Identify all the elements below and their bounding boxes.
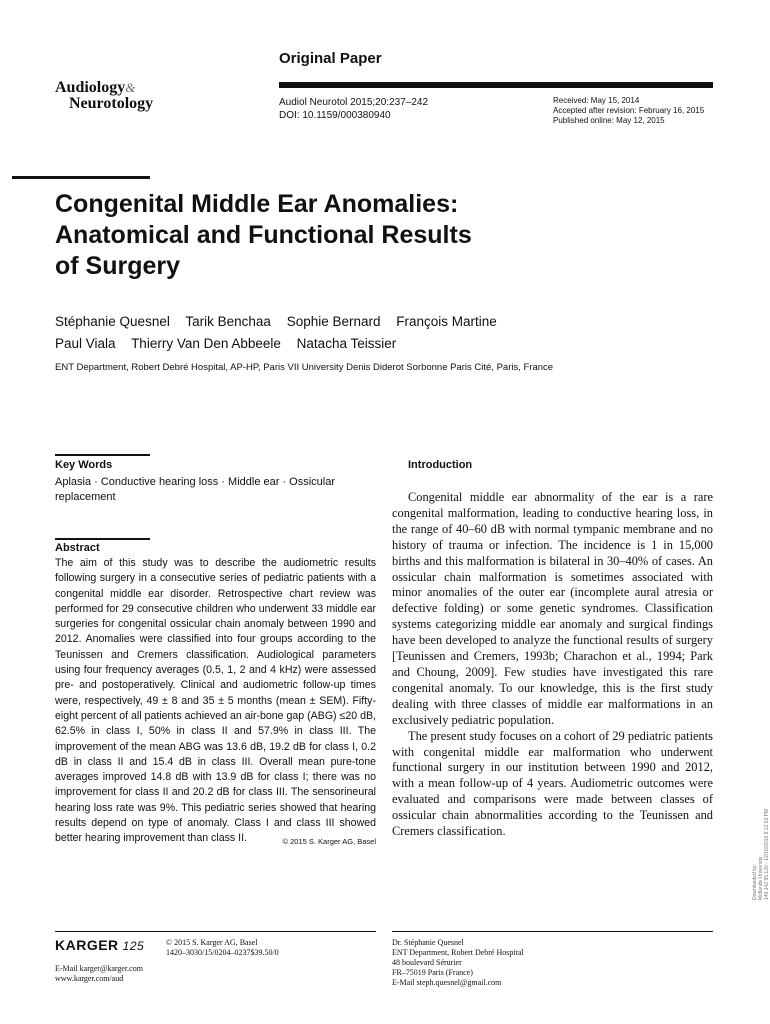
title-line2: Anatomical and Functional Results bbox=[55, 221, 472, 249]
journal-name-line1: Audiology bbox=[55, 79, 126, 96]
author-name: François Martine bbox=[396, 314, 497, 329]
footer-rule-left bbox=[55, 931, 376, 932]
publisher-name: KARGER bbox=[55, 937, 119, 953]
intro-paragraph-2: The present study focuses on a cohort of 29 pediatric patients with congenital middle ear malformation who underwent functional surgery in our institution between 1990 and 2012, with a mean follow-up of 4 years. Audiometric outcomes were evaluated and comparisons were made between classes of ossicular chain abnormalities according to the Teunissen and Cremers classification. bbox=[392, 728, 713, 839]
header-rule bbox=[279, 82, 713, 88]
author-name: Natacha Teissier bbox=[296, 336, 397, 351]
keywords-text: Aplasia · Conductive hearing loss · Middle ear · Ossicular replacement bbox=[55, 476, 336, 503]
footer-contact bbox=[55, 964, 143, 984]
published-date: Published online: May 12, 2015 bbox=[553, 116, 665, 125]
download-line3: 149.142.95.120 - 12/10/2016 8:12:53 PM bbox=[764, 808, 770, 900]
correspondence-block bbox=[392, 938, 524, 988]
download-line1: Downloaded by: bbox=[752, 864, 758, 900]
anniversary-mark: 125 bbox=[122, 939, 145, 953]
footer-copyright: © 2015 S. Karger AG, Basel bbox=[166, 938, 258, 947]
title-rule bbox=[12, 176, 150, 179]
article-title bbox=[55, 189, 615, 282]
journal-logo bbox=[55, 80, 153, 112]
abstract-text: The aim of this study was to describe the audiometric results following surgery in a consecutive series of pediatric patients with a congenital middle ear disorder. Retrospective chart review was performed for 29 consecutive children who underwent 33 middle ear surgeries for congenital ossicular chain anomaly between 1990 and 2012. Anomalies were classified into four groups according to the Teunissen and Cremers classification. Audiological parameters using four frequency averages (0.5, 1, 2 and 4 kHz) were assessed pre- and postoperatively. Clinical and audiometric follow-up times were, respectively, 49 ± 8 and 35 ± 5 months (mean ± SEM). Fifty-eight percent of all patients achieved an air-bone gap (ABG) ≤20 dB, 62.5% in class I, 50% in class II and 57.9% in class III. The improvement of the mean ABG was 13.6 dB, 19.2 dB for class I, 0.2 dB in class II and 15.4 dB in class III. Overall mean pure-tone averages improved 14.8 dB with 13.9 dB for class I; there was no improvement for class II and 20.2 dB for class III. The sensorineural hearing loss rate was 9%. This pediatric series showed that hearing results depend on type of anomaly. Class I and class III showed better hearing improvement than class II. bbox=[55, 557, 376, 845]
introduction-heading: Introduction bbox=[408, 459, 473, 471]
author-name: Tarik Benchaa bbox=[185, 314, 271, 329]
author-list bbox=[55, 311, 655, 355]
footer-issn: 1420–3030/15/0204–0237$39.50/0 bbox=[166, 948, 279, 957]
corr-email[interactable]: E-Mail steph.quesnel@gmail.com bbox=[392, 978, 502, 987]
download-stamp bbox=[752, 809, 770, 900]
corr-dept: ENT Department, Robert Debré Hospital bbox=[392, 948, 524, 957]
keywords-heading: Key Words bbox=[55, 459, 113, 471]
received-date: Received: May 15, 2014 bbox=[553, 96, 640, 105]
footer-email[interactable]: E-Mail karger@karger.com bbox=[55, 964, 143, 973]
download-line2: Midlands University bbox=[758, 856, 764, 900]
author-name: Paul Viala bbox=[55, 336, 116, 351]
author-row-2 bbox=[55, 333, 655, 355]
footer-web[interactable]: www.karger.com/aud bbox=[55, 974, 124, 983]
corr-name: Dr. Stéphanie Quesnel bbox=[392, 938, 464, 947]
abstract-rule bbox=[55, 538, 150, 540]
abstract-heading: Abstract bbox=[55, 542, 100, 554]
keywords-rule bbox=[55, 454, 150, 456]
publisher-logo bbox=[55, 937, 144, 953]
journal-ampersand: & bbox=[125, 80, 136, 95]
author-row-1 bbox=[55, 311, 655, 333]
author-name: Stéphanie Quesnel bbox=[55, 314, 170, 329]
abstract-body bbox=[55, 556, 376, 850]
affiliation: ENT Department, Robert Debré Hospital, AP-HP, Paris VII University Denis Diderot Sorbonne Paris Cité, Paris, France bbox=[55, 362, 554, 373]
citation: Audiol Neurotol 2015;20:237–242 bbox=[279, 97, 429, 108]
intro-paragraph-1: Congenital middle ear abnormality of the ear is a rare congenital malformation, leading to conductive hearing loss, in the range of 40–60 dB with normal tympanic membrane and no history of trauma or infection. The incidence is 1 in 15,000 births and this malformation is bilateral in 30–40% of cases. An ossicular chain malformation is sometimes associated with minor anomalies of the outer ear (incomplete aural atresia or defective folding) or some genetic syndromes. Classification systems categorizing middle ear anomaly and surgical findings have been developed to analyze the functional results of surgery [Teunissen and Cremers, 1993b; Charachon et al., 1994; Park and Choung, 2009]. Few studies have investigated this rare congenital anomaly. To our knowledge, this is the first study dealing with three classes of middle ear malformations in an exclusively pediatric population. bbox=[392, 490, 713, 727]
footer-copyright-block bbox=[166, 938, 279, 958]
introduction-body bbox=[392, 490, 713, 840]
abstract-copyright: © 2015 S. Karger AG, Basel bbox=[282, 837, 376, 847]
author-name: Thierry Van Den Abbeele bbox=[131, 336, 281, 351]
doi: DOI: 10.1159/000380940 bbox=[279, 110, 391, 121]
title-line3: of Surgery bbox=[55, 252, 181, 280]
section-label: Original Paper bbox=[279, 50, 382, 67]
corr-city: FR–75019 Paris (France) bbox=[392, 968, 473, 977]
citation-block bbox=[279, 96, 428, 122]
footer-rule-right bbox=[392, 931, 713, 932]
title-line1: Congenital Middle Ear Anomalies: bbox=[55, 190, 459, 218]
author-name: Sophie Bernard bbox=[286, 314, 381, 329]
journal-name-line2: Neurotology bbox=[69, 95, 154, 112]
accepted-date: Accepted after revision: February 16, 2015 bbox=[553, 106, 705, 115]
dates-block bbox=[553, 96, 704, 126]
corr-street: 48 boulevard Sérurier bbox=[392, 958, 462, 967]
